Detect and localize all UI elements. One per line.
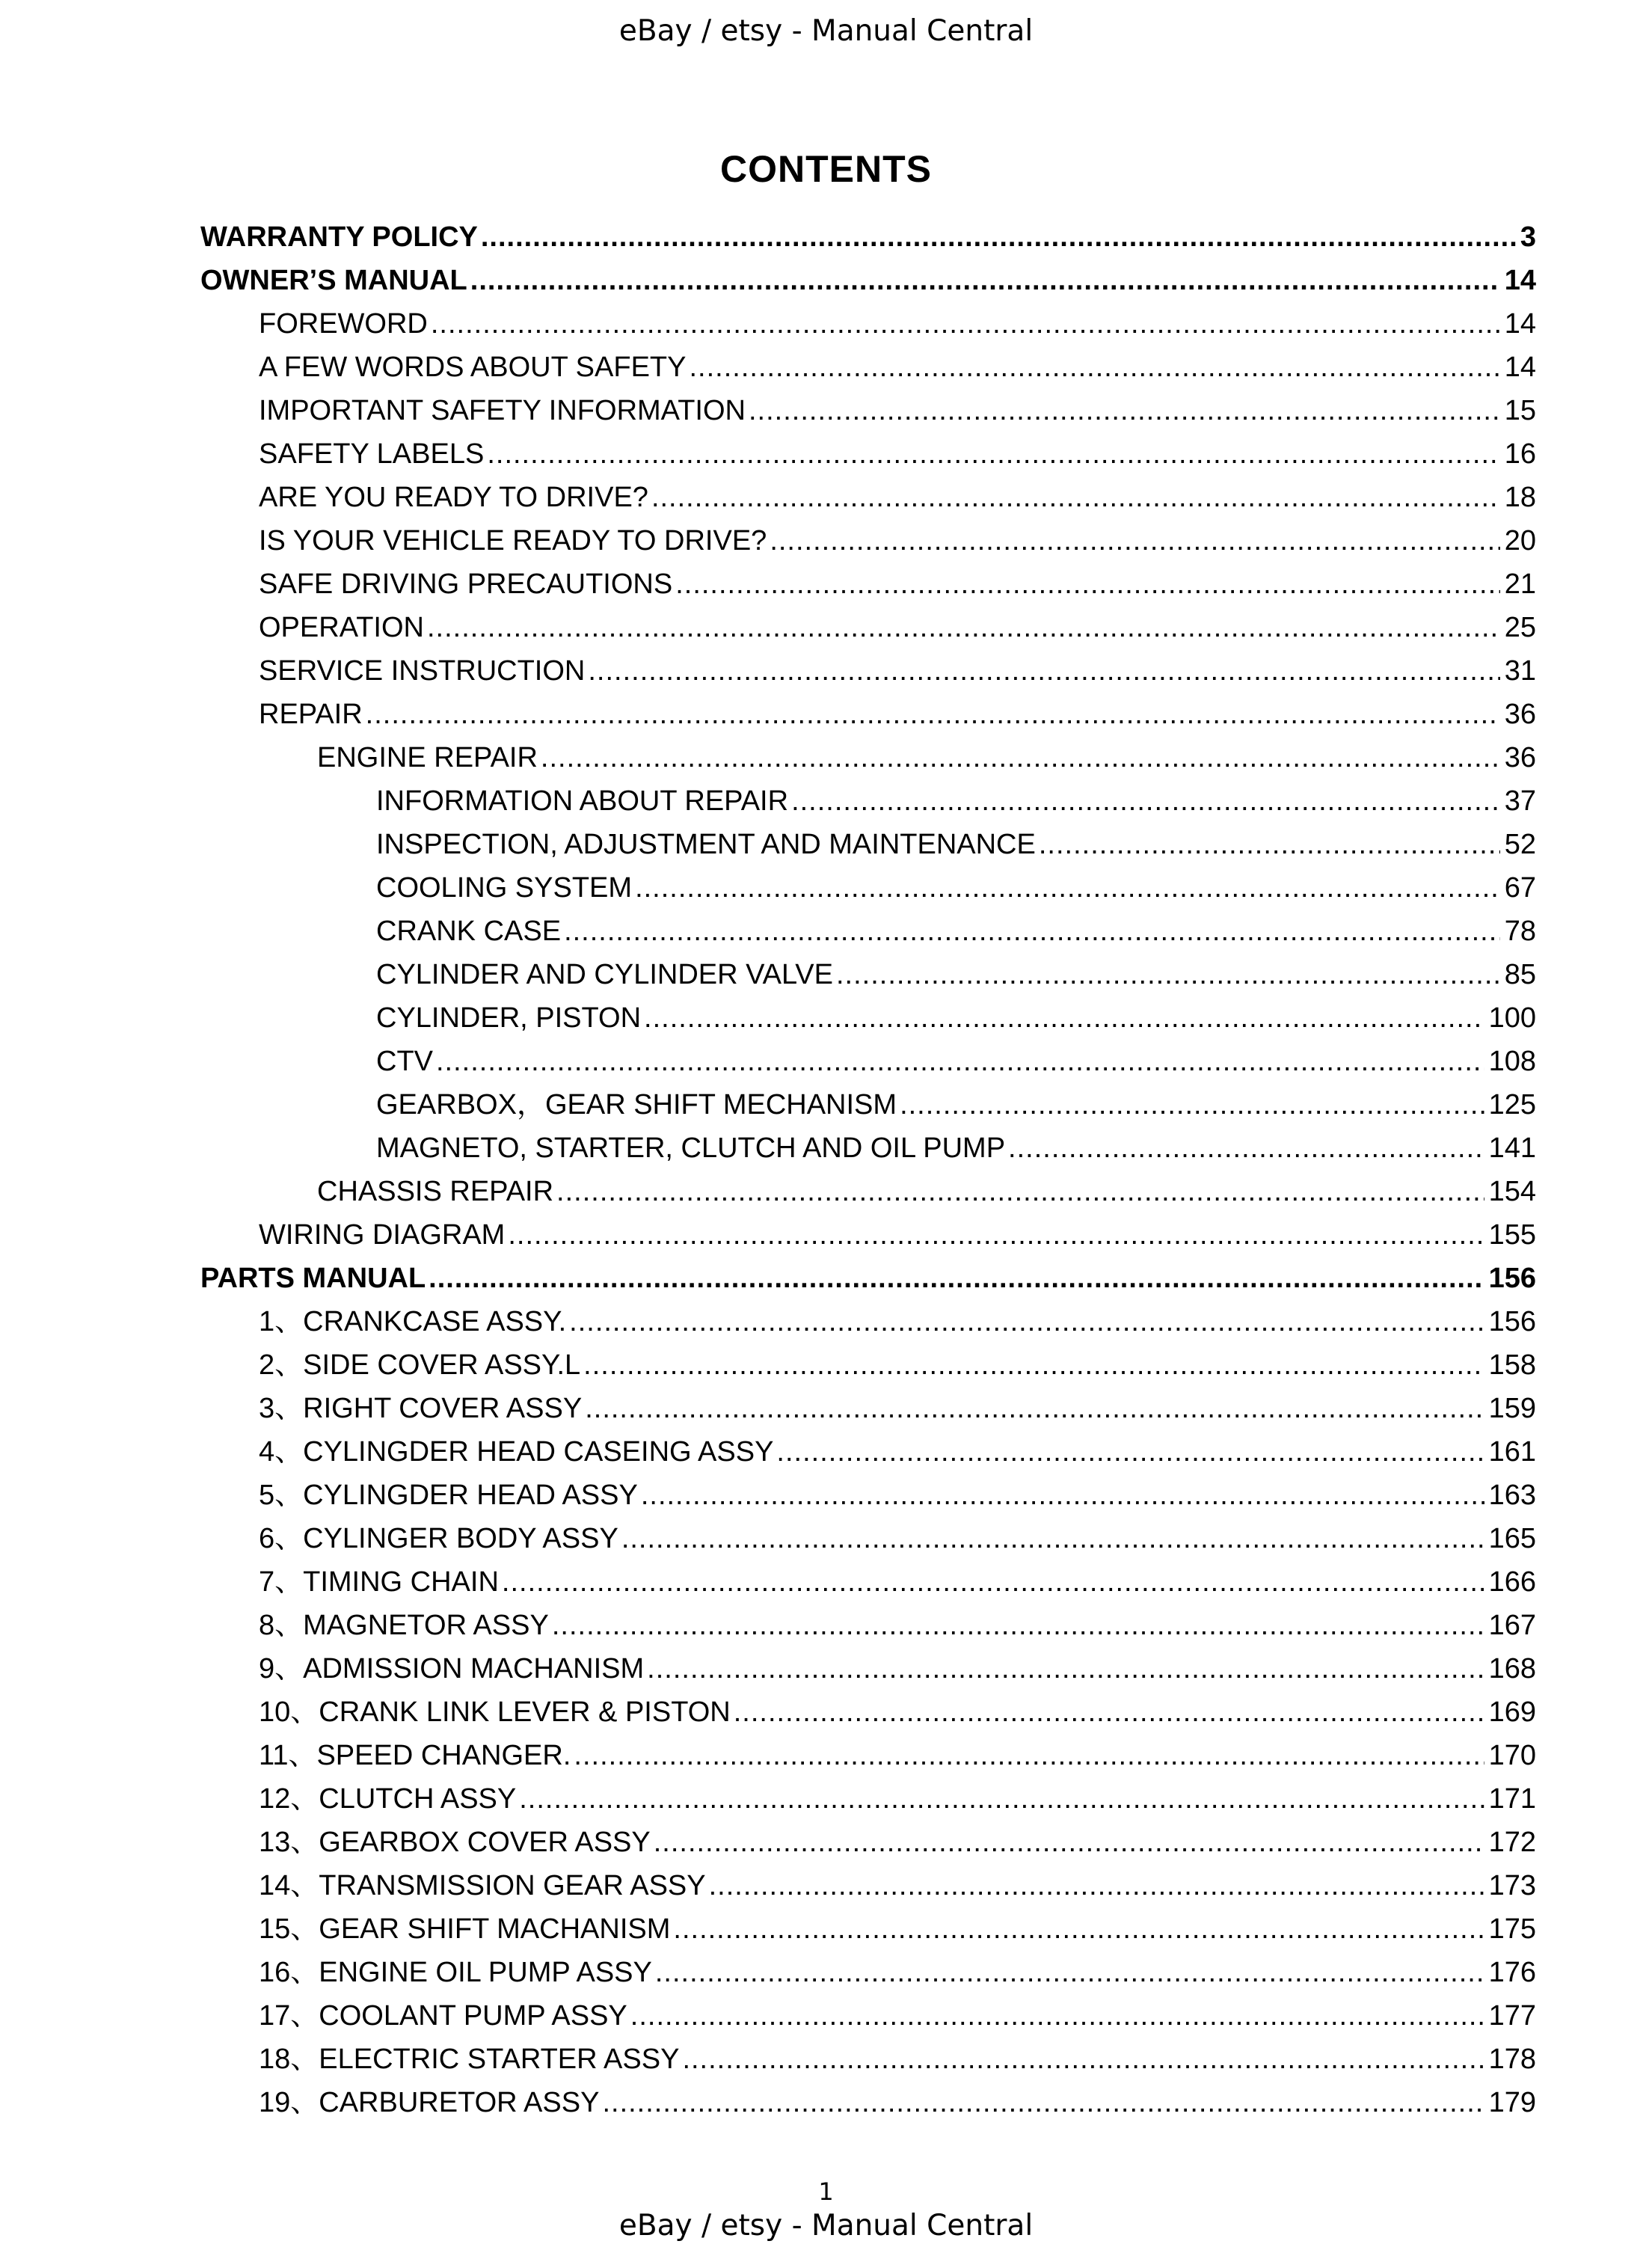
toc-entry-title: 3、RIGHT COVER ASSY <box>259 1393 583 1424</box>
toc-entry-page: 108 <box>1488 1046 1536 1077</box>
toc-entry[interactable] <box>0 779 1652 823</box>
toc-entry[interactable] <box>0 1430 1652 1474</box>
toc-entry[interactable] <box>0 389 1652 432</box>
dot-leader <box>564 910 1500 953</box>
toc-entry-title: CRANK CASE <box>376 916 562 947</box>
toc-entry-title: 1、CRANKCASE ASSY. <box>259 1306 567 1337</box>
toc-entry-page: 156 <box>1488 1306 1536 1337</box>
toc-entry[interactable] <box>0 1083 1652 1126</box>
toc-entry[interactable] <box>0 996 1652 1040</box>
dot-leader <box>602 2081 1484 2124</box>
toc-entry-page: 155 <box>1488 1219 1536 1251</box>
toc-entry-title: OWNER’S MANUAL <box>200 265 467 296</box>
toc-entry-title: SAFETY LABELS <box>259 438 485 470</box>
toc-entry-page: 125 <box>1488 1089 1536 1121</box>
toc-entry-page: 14 <box>1504 352 1536 383</box>
dot-leader <box>366 693 1500 736</box>
toc-entry-page: 141 <box>1488 1132 1536 1164</box>
toc-entry-page: 171 <box>1488 1783 1536 1815</box>
toc-entry-title: INFORMATION ABOUT REPAIR <box>376 785 789 817</box>
toc-entry-page: 156 <box>1488 1263 1536 1294</box>
toc-entry-title: 12、CLUTCH ASSY <box>259 1783 517 1815</box>
toc-entry[interactable] <box>0 866 1652 910</box>
dot-leader <box>583 1343 1484 1387</box>
dot-leader <box>569 1300 1484 1343</box>
toc-entry-title: ENGINE REPAIR <box>317 742 538 773</box>
toc-entry-title: 5、CYLINGDER HEAD ASSY <box>259 1480 638 1511</box>
dot-leader <box>635 866 1500 910</box>
dot-leader <box>734 1690 1484 1734</box>
toc-entry-title: SERVICE INSTRUCTION <box>259 655 586 687</box>
toc-entry-page: 161 <box>1488 1436 1536 1468</box>
toc-entry-page: 154 <box>1488 1176 1536 1207</box>
toc-entry[interactable] <box>0 2038 1652 2081</box>
toc-entry[interactable] <box>0 1213 1652 1257</box>
toc-entry-title: 17、COOLANT PUMP ASSY <box>259 2000 627 2032</box>
toc-entry-title: WIRING DIAGRAM <box>259 1219 506 1251</box>
toc-entry[interactable] <box>0 1647 1652 1690</box>
toc-entry-page: 159 <box>1488 1393 1536 1424</box>
dot-leader <box>519 1777 1484 1821</box>
dot-leader <box>1039 823 1500 866</box>
toc-entry-title: 13、GEARBOX COVER ASSY <box>259 1827 651 1858</box>
toc-entry-title: A FEW WORDS ABOUT SAFETY <box>259 352 687 383</box>
toc-entry[interactable] <box>0 1734 1652 1777</box>
toc-entry[interactable] <box>0 1951 1652 1994</box>
toc-entry-page: 178 <box>1488 2044 1536 2075</box>
dot-leader <box>436 1040 1484 1083</box>
toc-entry[interactable] <box>0 1257 1652 1300</box>
toc-entry[interactable] <box>0 1777 1652 1821</box>
dot-leader <box>689 346 1499 389</box>
toc-entry-title: IMPORTANT SAFETY INFORMATION <box>259 395 746 426</box>
toc-entry-title: 6、CYLINGER BODY ASSY <box>259 1523 618 1554</box>
toc-entry-page: 78 <box>1504 916 1536 947</box>
toc-entry-title: WARRANTY POLICY <box>200 221 478 253</box>
toc-entry[interactable] <box>0 346 1652 389</box>
toc-entry-page: 14 <box>1504 308 1536 340</box>
dot-leader <box>647 1647 1484 1690</box>
toc-entry-page: 14 <box>1504 265 1536 296</box>
toc-entry-title: 11、SPEED CHANGER. <box>259 1740 571 1771</box>
toc-entry-title: 4、CYLINGDER HEAD CASEING ASSY <box>259 1436 774 1468</box>
dot-leader <box>651 476 1500 519</box>
toc-entry-page: 52 <box>1504 829 1536 860</box>
toc-entry-page: 167 <box>1488 1610 1536 1641</box>
dot-leader <box>487 432 1499 476</box>
toc-entry-page: 31 <box>1504 655 1536 687</box>
dot-leader <box>776 1430 1484 1474</box>
toc-entry[interactable] <box>0 736 1652 779</box>
toc-entry-title: PARTS MANUAL <box>200 1263 426 1294</box>
toc-entry-page: 173 <box>1488 1870 1536 1901</box>
dot-leader <box>682 2038 1484 2081</box>
toc-entry[interactable] <box>0 1387 1652 1430</box>
dot-leader <box>427 606 1500 649</box>
toc-entry-title: CYLINDER, PISTON <box>376 1002 642 1034</box>
toc-entry-page: 37 <box>1504 785 1536 817</box>
toc-entry[interactable] <box>0 910 1652 953</box>
toc-entry[interactable] <box>0 1907 1652 1951</box>
toc-entry[interactable] <box>0 432 1652 476</box>
dot-leader <box>1008 1126 1484 1170</box>
toc-entry-title: COOLING SYSTEM <box>376 872 633 904</box>
dot-leader <box>481 215 1516 259</box>
dot-leader <box>541 736 1500 779</box>
toc-entry[interactable] <box>0 1560 1652 1604</box>
toc-entry-page: 21 <box>1504 568 1536 600</box>
toc-entry-page: 20 <box>1504 525 1536 557</box>
toc-entry-title: ARE YOU READY TO DRIVE? <box>259 482 648 513</box>
toc-entry[interactable] <box>0 1126 1652 1170</box>
page-title: CONTENTS <box>720 148 932 190</box>
toc-entry-title: FOREWORD <box>259 308 428 340</box>
toc-entry[interactable] <box>0 1864 1652 1907</box>
dot-leader <box>621 1517 1484 1560</box>
toc-entry-page: 15 <box>1504 395 1536 426</box>
toc-entry-page: 158 <box>1488 1349 1536 1381</box>
page-footer: eBay / etsy - Manual Central <box>618 2209 1034 2243</box>
toc-entry-title: CYLINDER AND CYLINDER VALVE <box>376 959 833 990</box>
dot-leader <box>770 519 1499 562</box>
toc-entry-title: 10、CRANK LINK LEVER & PISTON <box>259 1696 731 1728</box>
toc-entry-title: 8、MAGNETOR ASSY <box>259 1610 549 1641</box>
dot-leader <box>630 1994 1484 2038</box>
dot-leader <box>655 1951 1484 1994</box>
toc-entry-page: 25 <box>1504 612 1536 643</box>
dot-leader <box>552 1604 1484 1647</box>
toc-entry[interactable] <box>0 259 1652 302</box>
toc-entry-title: 9、ADMISSION MACHANISM <box>259 1653 645 1684</box>
toc-entry-title: GEARBOX，GEAR SHIFT MECHANISM <box>376 1089 897 1121</box>
toc-entry[interactable] <box>0 1343 1652 1387</box>
toc-entry-page: 169 <box>1488 1696 1536 1728</box>
toc-entry-page: 163 <box>1488 1480 1536 1511</box>
dot-leader <box>431 302 1500 346</box>
toc-entry[interactable] <box>0 1474 1652 1517</box>
toc-entry-page: 67 <box>1504 872 1536 904</box>
dot-leader <box>429 1257 1484 1300</box>
toc-entry[interactable] <box>0 606 1652 649</box>
toc-entry-title: 16、ENGINE OIL PUMP ASSY <box>259 1957 652 1988</box>
toc-entry[interactable] <box>0 1690 1652 1734</box>
toc-entry-title: 2、SIDE COVER ASSY.L <box>259 1349 581 1381</box>
toc-entry-title: REPAIR <box>259 699 363 730</box>
toc-entry-page: 166 <box>1488 1566 1536 1598</box>
toc-entry-page: 3 <box>1520 221 1536 253</box>
toc-entry-title: INSPECTION, ADJUSTMENT AND MAINTENANCE <box>376 829 1036 860</box>
dot-leader <box>588 649 1499 693</box>
toc-entry[interactable] <box>0 215 1652 259</box>
toc-entry[interactable] <box>0 649 1652 693</box>
toc-entry[interactable] <box>0 1821 1652 1864</box>
toc-entry-page: 85 <box>1504 959 1536 990</box>
toc-entry-title: 15、GEAR SHIFT MACHANISM <box>259 1913 671 1945</box>
toc-entry[interactable] <box>0 302 1652 346</box>
toc-entry[interactable] <box>0 1170 1652 1213</box>
toc-entry[interactable] <box>0 823 1652 866</box>
toc-entry-page: 165 <box>1488 1523 1536 1554</box>
toc-entry[interactable] <box>0 1604 1652 1647</box>
table-of-contents <box>0 215 1652 2124</box>
toc-entry-page: 168 <box>1488 1653 1536 1684</box>
toc-entry[interactable] <box>0 562 1652 606</box>
toc-entry[interactable] <box>0 1040 1652 1083</box>
dot-leader <box>585 1387 1484 1430</box>
dot-leader <box>574 1734 1484 1777</box>
toc-entry-title: SAFE DRIVING PRECAUTIONS <box>259 568 673 600</box>
toc-entry[interactable] <box>0 476 1652 519</box>
dot-leader <box>749 389 1500 432</box>
toc-entry[interactable] <box>0 519 1652 562</box>
page-number: 1 <box>818 2177 834 2206</box>
toc-entry-page: 36 <box>1504 699 1536 730</box>
toc-entry[interactable] <box>0 953 1652 996</box>
toc-entry-title: CTV <box>376 1046 433 1077</box>
toc-entry-title: 18、ELECTRIC STARTER ASSY <box>259 2044 680 2075</box>
toc-entry[interactable] <box>0 2081 1652 2124</box>
dot-leader <box>502 1560 1484 1604</box>
dot-leader <box>675 562 1500 606</box>
dot-leader <box>641 1474 1484 1517</box>
toc-entry-title: 19、CARBURETOR ASSY <box>259 2087 600 2118</box>
toc-entry-title: OPERATION <box>259 612 424 643</box>
toc-entry-page: 177 <box>1488 2000 1536 2032</box>
dot-leader <box>508 1213 1484 1257</box>
toc-entry-page: 175 <box>1488 1913 1536 1945</box>
toc-entry-page: 179 <box>1488 2087 1536 2118</box>
toc-entry-page: 16 <box>1504 438 1536 470</box>
toc-entry-title: IS YOUR VEHICLE READY TO DRIVE? <box>259 525 767 557</box>
dot-leader <box>470 259 1500 302</box>
toc-entry-page: 100 <box>1488 1002 1536 1034</box>
page-header: eBay / etsy - Manual Central <box>618 14 1034 48</box>
toc-entry-title: 7、TIMING CHAIN <box>259 1566 499 1598</box>
dot-leader <box>556 1170 1484 1213</box>
toc-entry-page: 18 <box>1504 482 1536 513</box>
dot-leader <box>791 779 1500 823</box>
toc-entry[interactable] <box>0 1994 1652 2038</box>
toc-entry[interactable] <box>0 693 1652 736</box>
dot-leader <box>900 1083 1484 1126</box>
toc-entry-page: 170 <box>1488 1740 1536 1771</box>
dot-leader <box>836 953 1500 996</box>
dot-leader <box>644 996 1484 1040</box>
dot-leader <box>709 1864 1484 1907</box>
dot-leader <box>654 1821 1484 1864</box>
toc-entry-title: MAGNETO, STARTER, CLUTCH AND OIL PUMP <box>376 1132 1006 1164</box>
toc-entry[interactable] <box>0 1517 1652 1560</box>
toc-entry-title: CHASSIS REPAIR <box>317 1176 554 1207</box>
toc-entry[interactable] <box>0 1300 1652 1343</box>
toc-entry-page: 36 <box>1504 742 1536 773</box>
toc-entry-title: 14、TRANSMISSION GEAR ASSY <box>259 1870 706 1901</box>
toc-entry-page: 172 <box>1488 1827 1536 1858</box>
toc-entry-page: 176 <box>1488 1957 1536 1988</box>
dot-leader <box>673 1907 1484 1951</box>
